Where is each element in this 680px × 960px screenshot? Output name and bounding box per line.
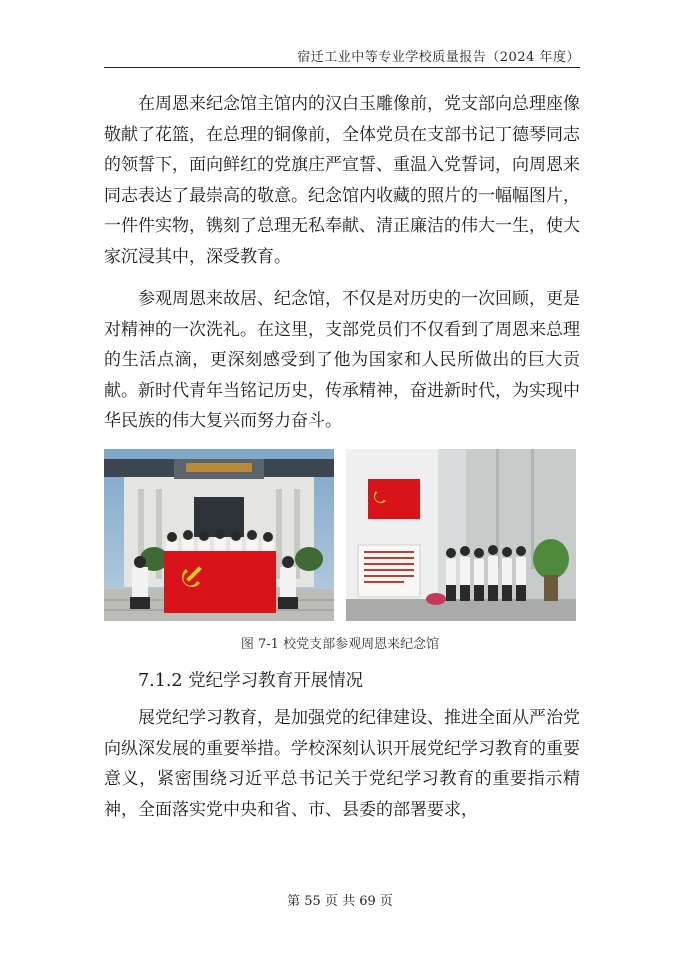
section-heading: 7.1.2 党纪学习教育开展情况	[138, 671, 364, 691]
paragraph-reflection: 参观周恩来故居、纪念馆，不仅是对历史的一次回顾，更是对精神的一次洗礼。在这里，支部党员们不仅看到了周恩来总理的生活点滴，更深刻感受到了他为国家和人民所做出的巨大贡献。新时代青年当铭记历史，传承精神，奋进新时代，为实现中华民族的伟大复兴而努力奋斗。	[104, 289, 580, 431]
group-photo-memorial-hall-icon	[104, 449, 334, 621]
header-divider	[104, 67, 580, 68]
page-header: 宿迁工业中等专业学校质量报告（2024 年度）	[297, 50, 580, 65]
page-number: 第 55 页 共 69 页	[287, 894, 393, 909]
paragraph-party-discipline: 展党纪学习教育，是加强党的纪律建设、推进全面从严治党向纵深发展的重要举措。学校深刻认识开展党纪学习教育的重要意义，紧密围绕习近平总书记关于党纪学习教育的重要指示精神，全面落实党中央和省、市、县委的部署要求，	[104, 708, 580, 820]
paragraph-memorial-visit: 在周恩来纪念馆主馆内的汉白玉雕像前，党支部向总理座像敬献了花篮，在总理的铜像前，全体党员在支部书记丁德琴同志的领誓下，面向鲜红的党旗庄严宣誓、重温入党誓词，向周恩来同志表达了最崇高的敬意。纪念馆内收藏的照片的一幅幅图片，一件件实物，镌刻了总理无私奉献、清正廉洁的伟大一生，使大家沉浸其中，深受教育。	[104, 94, 580, 267]
oath-wall-photo-icon	[346, 449, 576, 621]
figure-caption: 图 7-1 校党支部参观周恩来纪念馆	[240, 637, 440, 652]
